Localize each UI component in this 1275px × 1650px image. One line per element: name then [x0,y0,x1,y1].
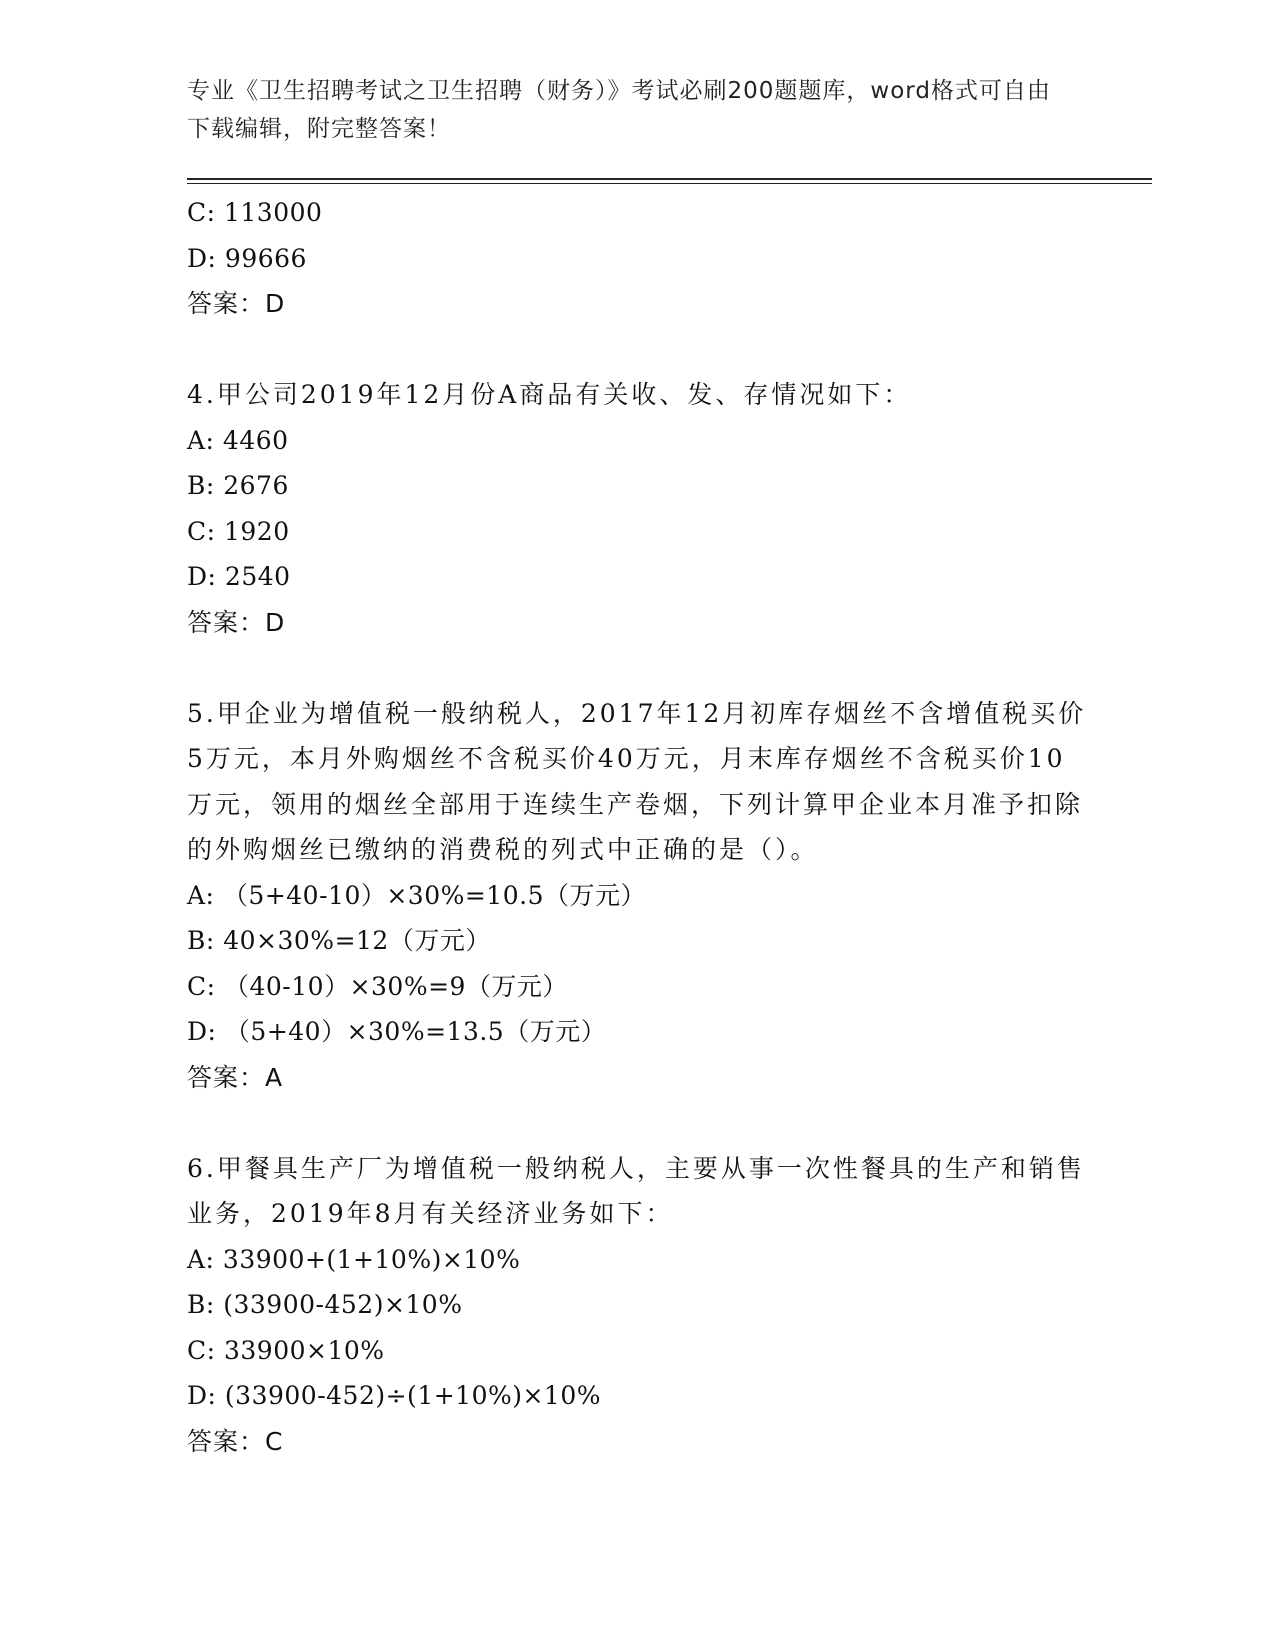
option-d: D: (33900-452)÷(1+10%)×10% [187,1381,602,1410]
header-divider [187,178,1152,180]
option-d: D: （5+40）×30%=13.5（万元） [187,1017,607,1046]
page-header: 专业《卫生招聘考试之卫生招聘（财务）》考试必刷200题题库，word格式可自由下载编辑，附完整答案！ [187,78,1051,142]
spacer [187,1100,1087,1146]
option-c: C: 1920 [187,516,290,546]
spacer [187,645,1087,691]
answer: 答案：D [187,607,286,637]
question-3 [187,190,1087,327]
question-list [187,190,1087,1464]
option-a: A: 4460 [187,425,289,455]
answer: 答案：D [187,289,286,318]
answer: 答案：C [187,1426,284,1456]
question-stem: 4.甲公司2019年12月份A商品有关收、发、存情况如下： [187,380,912,409]
question-stem: 6.甲餐具生产厂为增值税一般纳税人，主要从事一次性餐具的生产和销售业务，2019年8月有关经济业务如下： [187,1153,1085,1228]
option-a: A: 33900+(1+10%)×10% [187,1244,521,1274]
answer: 答案：A [187,1062,284,1092]
question-6 [187,1146,1087,1465]
option-b: B: (33900-452)×10% [187,1290,463,1319]
option-a: A: （5+40-10）×30%=10.5（万元） [187,880,646,910]
question-stem: 5.甲企业为增值税一般纳税人，2017年12月初库存烟丝不含增值税买价5万元，本月外购烟丝不含税买价40万元，月末库存烟丝不含税买价10万元，领用的烟丝全部用于连续生产卷烟，下列计算甲企业本月准予扣除的外购烟丝已缴纳的消费税的列式中正确的是（）。 [187,698,1087,864]
header-divider-thin [187,183,1152,184]
option-d: D: 2540 [187,562,291,591]
option-d: D: 99666 [187,243,307,273]
option-c: C: （40-10）×30%=9（万元） [187,971,568,1001]
option-b: B: 40×30%=12（万元） [187,926,491,955]
option-b: B: 2676 [187,471,289,500]
question-5 [187,691,1087,1101]
question-4 [187,372,1087,645]
option-c: C: 113000 [187,198,323,227]
option-c: C: 33900×10% [187,1335,385,1365]
spacer [187,327,1087,373]
